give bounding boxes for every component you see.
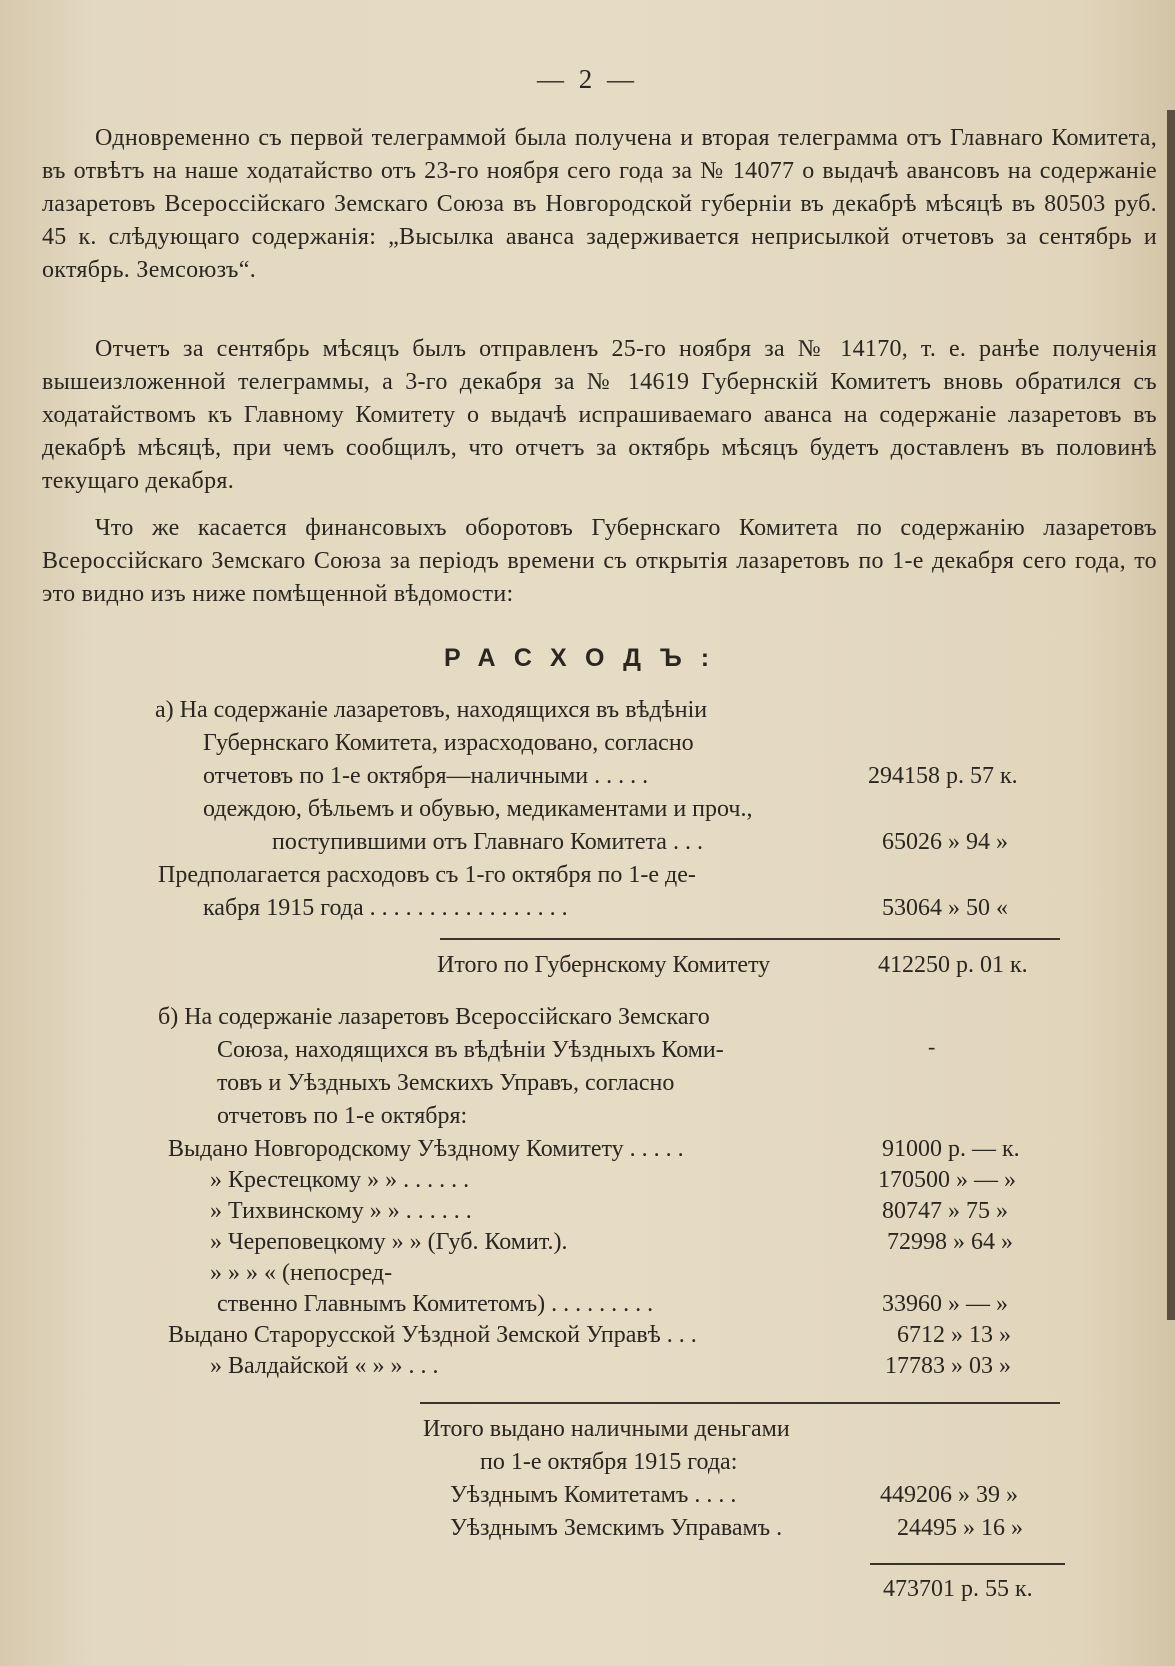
dash-mark: -: [928, 1034, 936, 1059]
section-a-line-2: Губернскаго Комитета, израсходовано, согласно: [203, 730, 694, 756]
section-a-line-7: кабря 1915 года . . . . . . . . . . . . . . . . .: [203, 895, 568, 921]
section-a-line-6: Предполагается расходовъ съ 1-го октября по 1-е де-: [158, 862, 696, 888]
paragraph-2-text: Отчетъ за сентябрь мѣсяцъ былъ отправленъ 25-го ноября за № 14170, т. е. ранѣе полученія вышеизложенной телеграммы, а 3-го декабря за № 14619 Губернскій Комитетъ вновь обратился съ ходатайствомъ къ Главному Комитету о выдачѣ испрашиваемаго аванса на содержаніе лазаретовъ въ декабрѣ мѣсяцѣ, при чемъ сообщилъ, что отчетъ за октябрь мѣсяцъ будетъ доставленъ въ половинѣ текущаго декабря.: [42, 336, 1157, 494]
grand-total-amount: 473701 р. 55 к.: [883, 1576, 1033, 1602]
subtotal-row-committees: Уѣзднымъ Комитетамъ . . . .: [450, 1482, 737, 1508]
section-b-line-4: отчетовъ по 1-е октября:: [217, 1103, 468, 1129]
subtotal-line-2: по 1-е октября 1915 года:: [480, 1449, 738, 1475]
paragraph-2: [42, 333, 1157, 498]
section-a-line-1: а) На содержаніе лазаретовъ, находящихся въ вѣдѣніи: [155, 697, 708, 723]
issued-row-novgorod: Выдано Новгородскому Уѣздному Комитету . . . . .: [168, 1136, 684, 1162]
section-a-amount-planned: 53064 » 50 «: [882, 895, 1008, 921]
issued-row-main-committee: ственно Главнымъ Комитетомъ) . . . . . . . . .: [217, 1291, 654, 1317]
issued-amount-krestets: 170500 » — »: [878, 1167, 1016, 1193]
total-rule-a: [440, 938, 1060, 940]
section-a-line-3: отчетовъ по 1-е октября—наличными . . . . .: [203, 763, 649, 789]
total-rule-b: [420, 1402, 1060, 1404]
subtotal-amount-upravy: 24495 » 16 »: [897, 1515, 1023, 1541]
subtotal-row-upravy: Уѣзднымъ Земскимъ Управамъ .: [450, 1515, 783, 1541]
section-a-line-5: поступившими отъ Главнаго Комитета . . .: [272, 829, 703, 855]
paragraph-1-text: Одновременно съ первой телеграммой была получена и вторая телеграмма отъ Главнаго Комитета, въ отвѣтъ на наше ходатайство отъ 23-го ноября сего года за № 14077 о выдачѣ авансовъ на содержаніе лазаретовъ Всероссійскаго Земскаго Союза въ Новгородской губерніи въ декабрѣ мѣсяцѣ въ 80503 руб. 45 к. слѣдующаго содержанія: „Высылка аванса задерживается неприсылкой отчетовъ за сентябрь и октябрь. Земсоюзъ“.: [42, 125, 1157, 283]
section-b-line-3: товъ и Уѣздныхъ Земскихъ Управъ, согласно: [217, 1070, 675, 1096]
issued-amount-staraya-russa: 6712 » 13 »: [897, 1322, 1011, 1348]
page-number: — 2 —: [537, 64, 638, 94]
issued-row-cherepovets-direct: » » » « (непосред-: [210, 1260, 393, 1286]
issued-amount-main-committee: 33960 » — »: [882, 1291, 1008, 1317]
section-b-line-1: б) На содержаніе лазаретовъ Всероссійскаго Земскаго: [158, 1004, 710, 1030]
section-b-line-2: Союза, находящихся въ вѣдѣніи Уѣздныхъ Коми-: [217, 1037, 724, 1063]
issued-amount-cherepovets: 72998 » 64 »: [887, 1229, 1013, 1255]
issued-row-cherepovets: » Череповецкому » » (Губ. Комит.).: [210, 1229, 568, 1255]
section-a-amount-cash: 294158 р. 57 к.: [868, 763, 1018, 789]
grand-total-rule: [870, 1563, 1065, 1565]
section-a-line-4: одеждою, бѣльемъ и обувью, медикаментами и проч.,: [203, 796, 753, 822]
page-edge-shadow: [1167, 110, 1175, 1320]
issued-row-krestets: » Крестецкому » » . . . . . .: [210, 1167, 470, 1193]
issued-row-tikhvin: » Тихвинскому » » . . . . . .: [210, 1198, 472, 1224]
issued-amount-valday: 17783 » 03 »: [885, 1353, 1011, 1379]
section-a-total-amount: 412250 р. 01 к.: [878, 952, 1028, 978]
issued-amount-novgorod: 91000 р. — к.: [882, 1136, 1020, 1162]
subtotal-line-1: Итого выдано наличными деньгами: [423, 1416, 790, 1442]
issued-amount-tikhvin: 80747 » 75 »: [882, 1198, 1008, 1224]
section-heading: РАСХОДЪ:: [444, 644, 729, 672]
paragraph-1: [42, 122, 1157, 287]
issued-row-staraya-russa: Выдано Старорусской Уѣздной Земской Управѣ . . .: [168, 1322, 697, 1348]
section-a-amount-goods: 65026 » 94 »: [882, 829, 1008, 855]
subtotal-amount-committees: 449206 » 39 »: [880, 1482, 1018, 1508]
issued-row-valday: » Валдайской « » » . . .: [210, 1353, 439, 1379]
section-a-total-label: Итого по Губернскому Комитету: [437, 952, 771, 978]
paragraph-3: [42, 512, 1157, 611]
paragraph-3-text: Что же касается финансовыхъ оборотовъ Губернскаго Комитета по содержанію лазаретовъ Всероссійскаго Земскаго Союза за періодъ времени съ открытія лазаретовъ по 1-е декабря сего года, то это видно изъ ниже помѣщенной вѣдомости:: [42, 515, 1157, 607]
